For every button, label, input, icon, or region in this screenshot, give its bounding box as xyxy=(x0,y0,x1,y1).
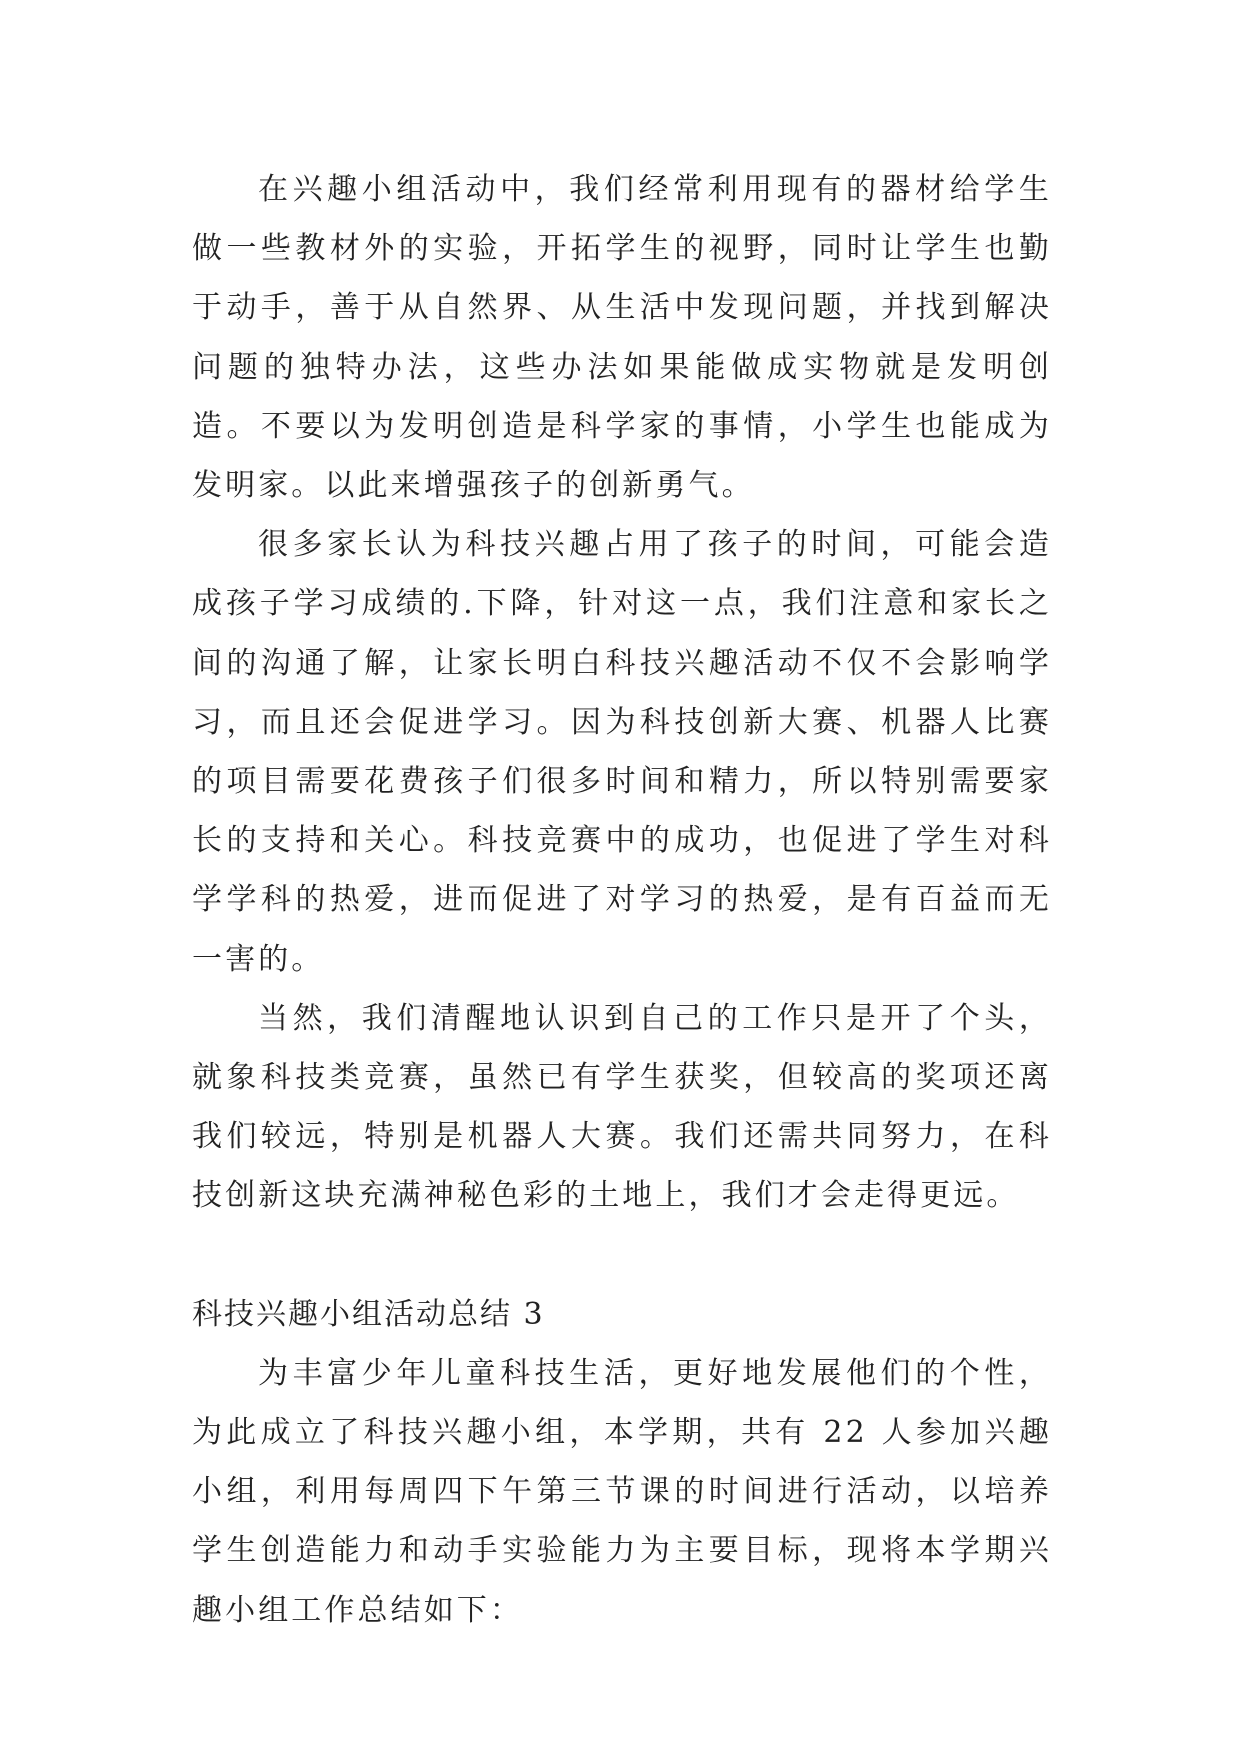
document-body xyxy=(192,160,1052,1640)
section-title: 科技兴趣小组活动总结 3 xyxy=(192,1296,545,1332)
paragraph: 在兴趣小组活动中，我们经常利用现有的器材给学生做一些教材外的实验，开拓学生的视野，同时让学生也勤于动手，善于从自然界、从生活中发现问题，并找到解决问题的独特办法，这些办法如果能做成实物就是发明创造。不要以为发明创造是科学家的事情，小学生也能成为发明家。以此来增强孩子的创新勇气。 xyxy=(192,172,1052,504)
paragraph: 为丰富少年儿童科技生活，更好地发展他们的个性，为此成立了科技兴趣小组，本学期，共有 22 人参加兴趣小组，利用每周四下午第三节课的时间进行活动，以培养学生创造能力和动手实验能力为主要目标，现将本学期兴趣小组工作总结如下： xyxy=(192,1355,1052,1628)
paragraph: 当然，我们清醒地认识到自己的工作只是开了个头，就象科技类竞赛，虽然已有学生获奖，但较高的奖项还离我们较远，特别是机器人大赛。我们还需共同努力，在科技创新这块充满神秘色彩的土地上，我们才会走得更远。 xyxy=(192,1000,1052,1214)
paragraph: 很多家长认为科技兴趣占用了孩子的时间，可能会造成孩子学习成绩的.下降，针对这一点，我们注意和家长之间的沟通了解，让家长明白科技兴趣活动不仅不会影响学习，而且还会促进学习。因为科技创新大赛、机器人比赛的项目需要花费孩子们很多时间和精力，所以特别需要家长的支持和关心。科技竞赛中的成功，也促进了学生对科学学科的热爱，进而促进了对学习的热爱，是有百益而无一害的。 xyxy=(192,527,1052,977)
